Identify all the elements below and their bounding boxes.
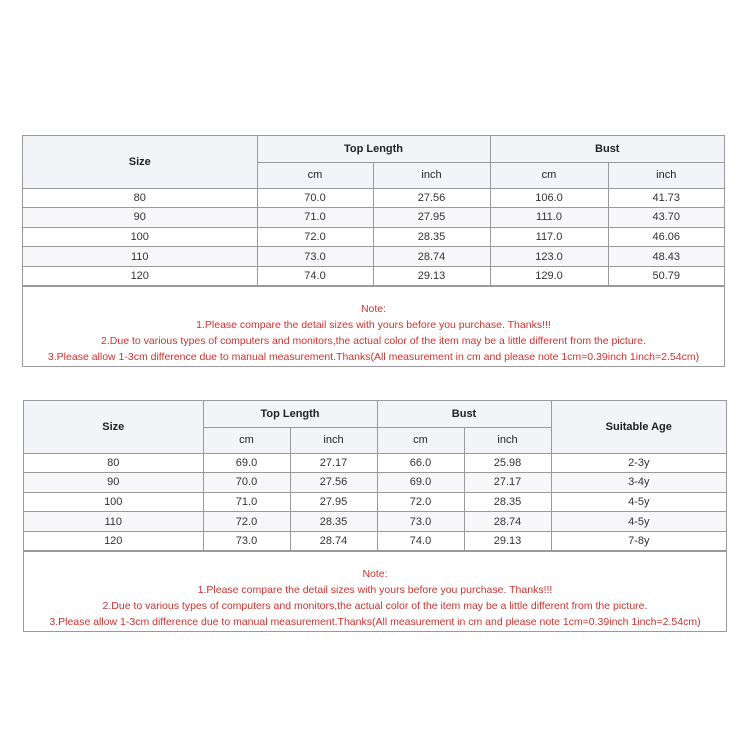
cell-age: 2-3y	[551, 453, 726, 473]
header-top-length: Top Length	[257, 136, 490, 162]
cell-bust-cm: 72.0	[377, 492, 464, 512]
table-row	[23, 227, 724, 247]
table-row	[24, 512, 726, 532]
note-line-1: 1.Please compare the detail sizes with yours before you purchase. Thanks!!!	[196, 319, 551, 332]
cell-bust-inch: 25.98	[464, 453, 551, 473]
header-top-cm: cm	[257, 162, 373, 188]
cell-age: 4-5y	[551, 512, 726, 532]
note-line-2: 2.Due to various types of computers and monitors,the actual color of the item may be a little different from the picture.	[102, 600, 648, 613]
header-top-inch: inch	[373, 162, 490, 188]
cell-top-cm: 69.0	[203, 453, 290, 473]
table-header-row	[24, 401, 726, 427]
cell-bust-cm: 106.0	[490, 188, 608, 208]
cell-bust-inch: 48.43	[608, 247, 724, 267]
size-chart-1	[22, 135, 725, 367]
note-line-2: 2.Due to various types of computers and monitors,the actual color of the item may be a little different from the picture.	[101, 335, 646, 348]
header-bust-cm: cm	[490, 162, 608, 188]
table-row	[23, 188, 724, 208]
note-title: Note:	[360, 303, 387, 316]
cell-bust-cm: 117.0	[490, 227, 608, 247]
cell-size: 120	[23, 266, 257, 286]
cell-top-cm: 72.0	[257, 227, 373, 247]
cell-top-inch: 27.95	[290, 492, 377, 512]
cell-bust-cm: 129.0	[490, 266, 608, 286]
header-top-inch: inch	[290, 427, 377, 453]
cell-bust-cm: 111.0	[490, 208, 608, 228]
cell-size: 110	[24, 512, 203, 532]
cell-top-inch: 27.56	[290, 473, 377, 493]
cell-top-inch: 28.74	[373, 247, 490, 267]
table-row	[24, 492, 726, 512]
note-line-3: 3.Please allow 1-3cm difference due to manual measurement.Thanks(All measurement in cm and please note 1cm=0.39inch 1inch=2.54cm)	[49, 616, 701, 629]
cell-top-cm: 74.0	[257, 266, 373, 286]
cell-bust-inch: 43.70	[608, 208, 724, 228]
note-line-1: 1.Please compare the detail sizes with yours before you purchase. Thanks!!!	[197, 584, 553, 597]
cell-bust-inch: 50.79	[608, 266, 724, 286]
header-bust: Bust	[490, 136, 724, 162]
cell-top-inch: 28.35	[373, 227, 490, 247]
cell-top-cm: 71.0	[203, 492, 290, 512]
notes-section	[23, 286, 724, 365]
header-bust-cm: cm	[377, 427, 464, 453]
cell-bust-inch: 29.13	[464, 531, 551, 551]
cell-top-cm: 70.0	[203, 473, 290, 493]
table-row	[23, 266, 724, 286]
header-bust-inch: inch	[608, 162, 724, 188]
cell-top-inch: 28.74	[290, 531, 377, 551]
header-top-cm: cm	[203, 427, 290, 453]
cell-bust-inch: 27.17	[464, 473, 551, 493]
cell-bust-inch: 28.35	[464, 492, 551, 512]
header-top-length: Top Length	[203, 401, 377, 427]
cell-age: 3-4y	[551, 473, 726, 493]
cell-size: 110	[23, 247, 257, 267]
table-row	[24, 473, 726, 493]
cell-top-inch: 29.13	[373, 266, 490, 286]
cell-size: 80	[24, 453, 203, 473]
table-header-row	[23, 136, 724, 162]
header-size: Size	[23, 136, 257, 188]
cell-bust-cm: 74.0	[377, 531, 464, 551]
header-bust-inch: inch	[464, 427, 551, 453]
cell-bust-cm: 123.0	[490, 247, 608, 267]
size-chart-2	[23, 400, 727, 632]
header-bust: Bust	[377, 401, 551, 427]
cell-top-inch: 27.17	[290, 453, 377, 473]
cell-age: 4-5y	[551, 492, 726, 512]
cell-top-cm: 73.0	[257, 247, 373, 267]
cell-top-cm: 73.0	[203, 531, 290, 551]
table-row	[24, 453, 726, 473]
header-suitable-age: Suitable Age	[551, 401, 726, 453]
cell-bust-inch: 28.74	[464, 512, 551, 532]
size-table-2	[24, 401, 726, 551]
cell-bust-cm: 66.0	[377, 453, 464, 473]
cell-age: 7-8y	[551, 531, 726, 551]
notes-section	[24, 551, 726, 630]
cell-size: 100	[23, 227, 257, 247]
table-row	[24, 531, 726, 551]
header-size: Size	[24, 401, 203, 453]
table-row	[23, 208, 724, 228]
cell-top-cm: 70.0	[257, 188, 373, 208]
cell-size: 90	[24, 473, 203, 493]
cell-size: 120	[24, 531, 203, 551]
cell-size: 90	[23, 208, 257, 228]
cell-bust-cm: 73.0	[377, 512, 464, 532]
cell-bust-cm: 69.0	[377, 473, 464, 493]
cell-top-cm: 72.0	[203, 512, 290, 532]
cell-top-inch: 27.56	[373, 188, 490, 208]
cell-top-inch: 28.35	[290, 512, 377, 532]
note-line-3: 3.Please allow 1-3cm difference due to manual measurement.Thanks(All measurement in cm and please note 1cm=0.39inch 1inch=2.54cm)	[47, 351, 700, 364]
note-title: Note:	[362, 568, 388, 581]
cell-bust-inch: 41.73	[608, 188, 724, 208]
cell-size: 100	[24, 492, 203, 512]
table-row	[23, 247, 724, 267]
cell-bust-inch: 46.06	[608, 227, 724, 247]
size-table-1	[23, 136, 724, 286]
cell-top-cm: 71.0	[257, 208, 373, 228]
cell-top-inch: 27.95	[373, 208, 490, 228]
cell-size: 80	[23, 188, 257, 208]
